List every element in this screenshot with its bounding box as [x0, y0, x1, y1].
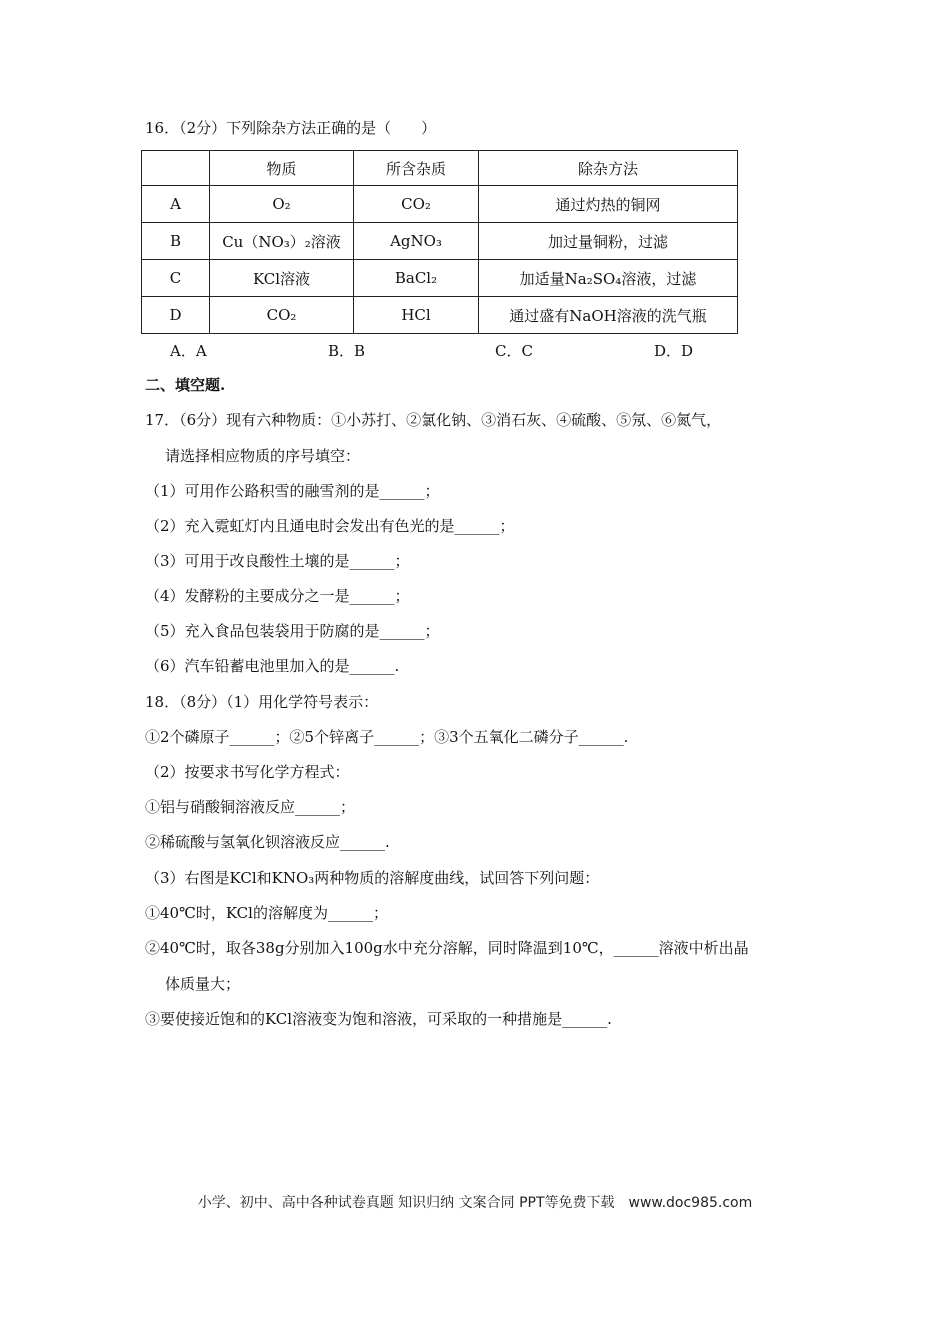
q18-line: ②稀硫酸与氢氧化钡溶液反应______.: [145, 833, 390, 851]
header-cell-impurity: 所含杂质: [354, 151, 479, 186]
row-label: B: [142, 223, 210, 260]
q17-stem: 17．（6分）现有六种物质：①小苏打、②氯化钠、③消石灰、④硫酸、⑤氖、⑥氮气，: [145, 411, 722, 429]
row-impurity: AgNO₃: [354, 223, 479, 260]
q17-item: （5）充入食品包装袋用于防腐的是______；: [145, 622, 440, 640]
table-row: [142, 297, 738, 334]
header-cell-blank: [142, 151, 210, 186]
table-row: [142, 223, 738, 260]
q17-stem-cont: 请选择相应物质的序号填空：: [165, 447, 361, 465]
q18-line: ①2个磷原子______；②5个锌离子______；③3个五氧化二磷分子______.: [145, 728, 629, 746]
row-method: 加适量Na₂SO₄溶液，过滤: [479, 260, 738, 297]
header-cell-method: 除杂方法: [479, 151, 738, 186]
q18-line: ①40℃时，KCl的溶解度为______；: [145, 904, 388, 922]
table-row: [142, 186, 738, 223]
q17-item: （3）可用于改良酸性土壤的是______；: [145, 552, 410, 570]
option-c: C．C: [495, 342, 533, 360]
row-method: 通过灼热的铜网: [479, 186, 738, 223]
table-row: [142, 260, 738, 297]
q17-item: （4）发酵粉的主要成分之一是______；: [145, 587, 410, 605]
q16-table: [141, 150, 738, 334]
q17-item: （1）可用作公路积雪的融雪剂的是______；: [145, 482, 440, 500]
row-label: A: [142, 186, 210, 223]
q16-stem: 16．（2分）下列除杂方法正确的是（ ）: [145, 119, 437, 137]
row-label: D: [142, 297, 210, 334]
row-impurity: HCl: [354, 297, 479, 334]
q18-stem: 18．（8分）（1）用化学符号表示：: [145, 693, 379, 711]
page-footer: 小学、初中、高中各种试卷真题 知识归纳 文案合同 PPT等免费下载 www.doc985.com: [197, 1195, 753, 1211]
q18-line: 体质量大；: [165, 975, 241, 993]
header-cell-substance: 物质: [210, 151, 354, 186]
q17-item: （2）充入霓虹灯内且通电时会发出有色光的是______；: [145, 517, 515, 535]
q16-options: [170, 340, 730, 360]
row-substance: O₂: [210, 186, 354, 223]
q18-line: （2）按要求书写化学方程式：: [145, 763, 350, 781]
row-method: 通过盛有NaOH溶液的洗气瓶: [479, 297, 738, 334]
row-impurity: BaCl₂: [354, 260, 479, 297]
section-heading: 二、填空题.: [145, 376, 226, 394]
option-a: A．A: [170, 342, 207, 360]
row-substance: KCl溶液: [210, 260, 354, 297]
q18-line: （3）右图是KCl和KNO₃两种物质的溶解度曲线，试回答下列问题：: [145, 869, 600, 887]
option-d: D．D: [654, 342, 694, 360]
q18-line: ②40℃时，取各38g分别加入100g水中充分溶解，同时降温到10℃，______溶液中析出晶: [145, 939, 749, 957]
row-method: 加过量铜粉，过滤: [479, 223, 738, 260]
q17-item: （6）汽车铅蓄电池里加入的是______.: [145, 657, 400, 675]
row-impurity: CO₂: [354, 186, 479, 223]
table-header-row: [142, 151, 738, 186]
q18-line: ①铝与硝酸铜溶液反应______；: [145, 798, 356, 816]
row-substance: CO₂: [210, 297, 354, 334]
q18-line: ③要使接近饱和的KCl溶液变为饱和溶液，可采取的一种措施是______.: [145, 1010, 612, 1028]
row-label: C: [142, 260, 210, 297]
row-substance: Cu（NO₃）₂溶液: [210, 223, 354, 260]
option-b: B．B: [328, 342, 366, 360]
